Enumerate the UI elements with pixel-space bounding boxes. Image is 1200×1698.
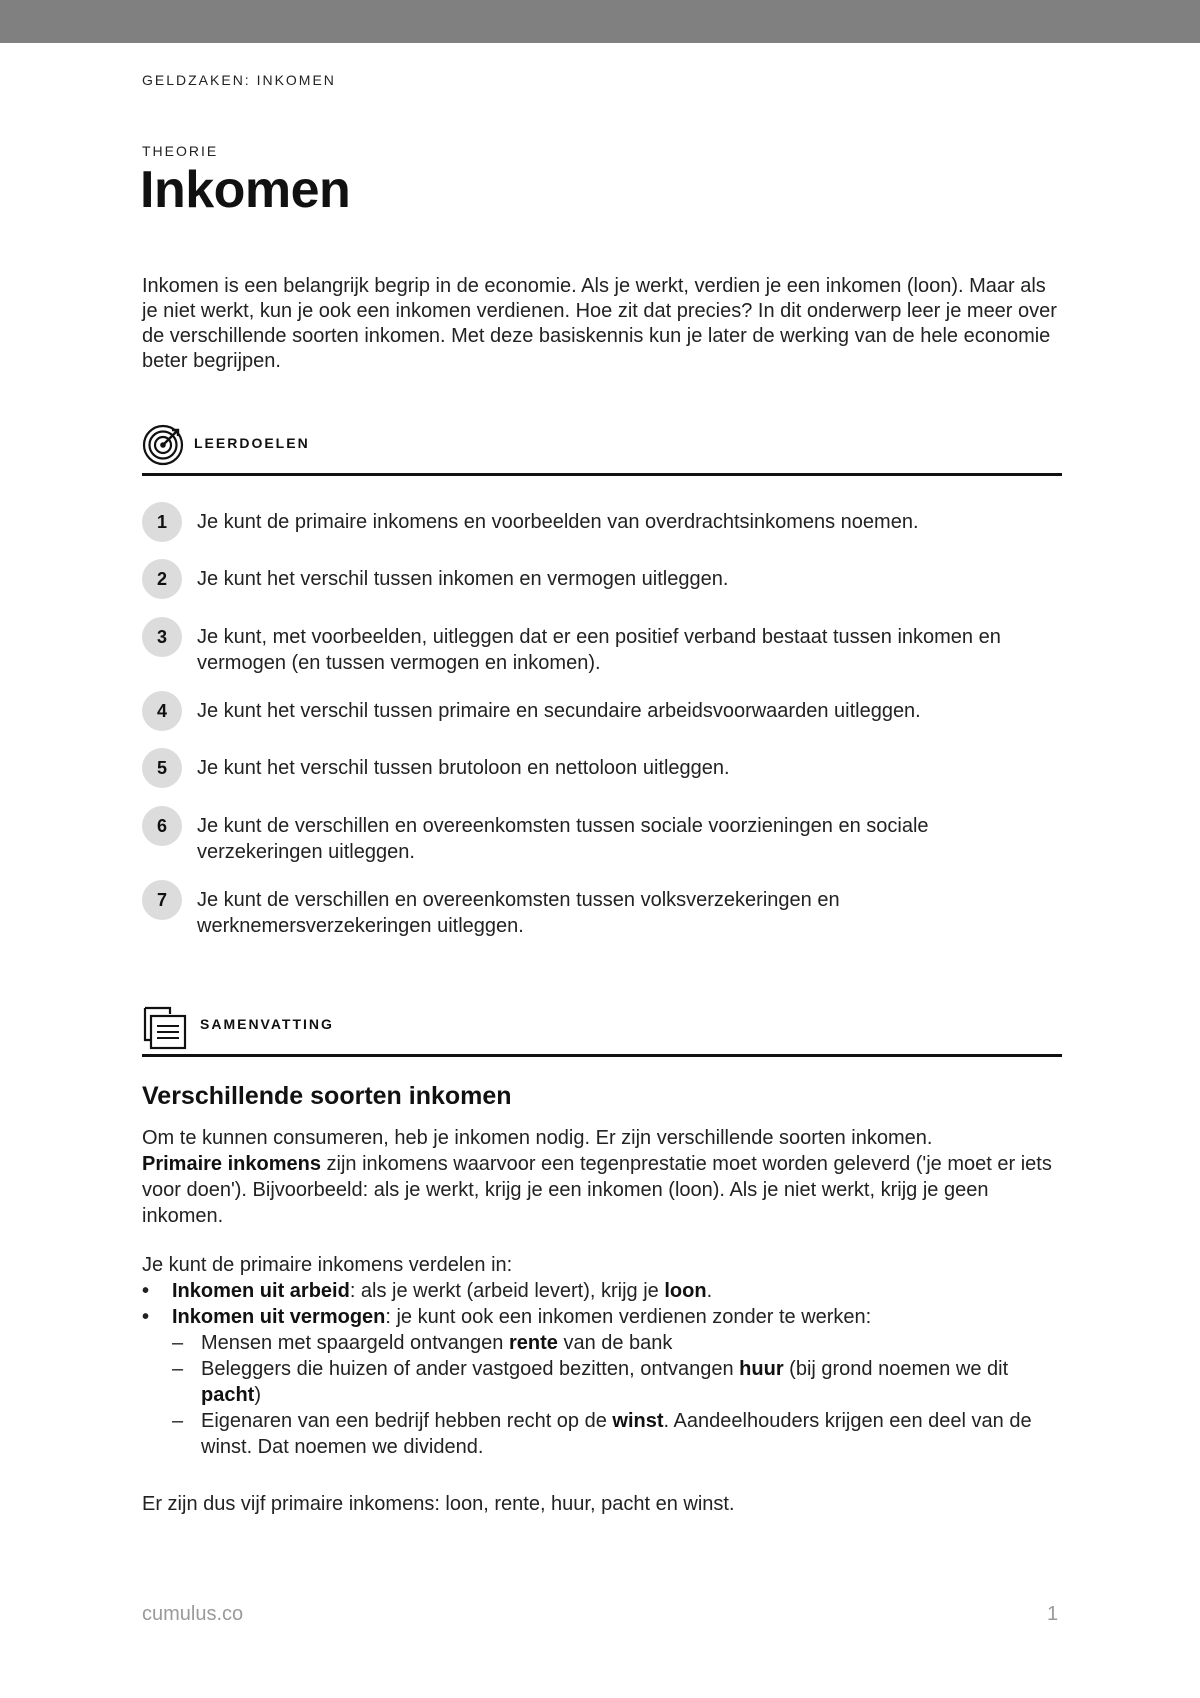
goal-text: Je kunt de verschillen en overeenkomsten tussen volksverzekeringen en werknemersverzekeringen uitleggen. bbox=[197, 889, 840, 937]
top-bar bbox=[0, 0, 1200, 43]
target-icon bbox=[142, 424, 184, 471]
text-span: zijn inkomens waarvoor een tegenprestatie moet worden geleverd ('je moet er iets voor doen'). Bijvoorbeeld: als je werkt, krijg je een inkomen (loon). Als je niet werkt, krijg je geen inkomen. bbox=[142, 1153, 1052, 1227]
goal-number: 4 bbox=[142, 691, 182, 731]
summary-paragraph-1 bbox=[142, 1125, 1062, 1229]
goal-text: Je kunt het verschil tussen brutoloon en nettoloon uitleggen. bbox=[197, 757, 730, 779]
text-span: van de bank bbox=[557, 1332, 673, 1354]
footer-site: cumulus.co bbox=[142, 1603, 244, 1625]
goal-number: 1 bbox=[142, 502, 182, 542]
page-number: 1 bbox=[1047, 1603, 1059, 1625]
text-span: Om te kunnen consumeren, heb je inkomen nodig. Er zijn verschillende soorten inkomen. bbox=[142, 1127, 933, 1149]
text-span: Eigenaren van een bedrijf hebben recht op de bbox=[201, 1410, 613, 1432]
sublist-item bbox=[172, 1356, 1062, 1408]
text-span: Beleggers die huizen of ander vastgoed bezitten, ontvangen bbox=[201, 1358, 740, 1380]
goal-number: 7 bbox=[142, 880, 182, 920]
income-types-list bbox=[142, 1278, 1062, 1460]
goals-header bbox=[142, 415, 1062, 476]
eyebrow-label: THEORIE bbox=[142, 143, 219, 159]
summary-header bbox=[142, 1000, 1062, 1057]
text-span: (bij grond noemen we dit bbox=[783, 1358, 1009, 1380]
section-label: GELDZAKEN: INKOMEN bbox=[142, 72, 336, 88]
text-span: : als je werkt (arbeid levert), krijg je bbox=[349, 1280, 665, 1302]
term-loon: loon bbox=[664, 1280, 707, 1302]
text-span: Mensen met spaargeld ontvangen bbox=[201, 1332, 509, 1354]
sublist-item bbox=[172, 1330, 1062, 1356]
goal-number: 6 bbox=[142, 806, 182, 846]
term-inkomen-uit-arbeid: Inkomen uit arbeid bbox=[172, 1280, 350, 1302]
goal-text: Je kunt, met voorbeelden, uitleggen dat er een positief verband bestaat tussen inkomen en vermogen (en tussen vermogen en inkomen). bbox=[197, 626, 1001, 674]
summary-label: SAMENVATTING bbox=[200, 1016, 334, 1032]
term-inkomen-uit-vermogen: Inkomen uit vermogen bbox=[172, 1306, 386, 1328]
term-rente: rente bbox=[508, 1332, 558, 1354]
text-span: . Aandeelhouders krijgen een deel van de winst. Dat noemen we dividend. bbox=[201, 1410, 1032, 1458]
document-icon bbox=[142, 1006, 188, 1055]
goal-text: Je kunt de verschillen en overeenkomsten tussen sociale voorzieningen en sociale verzekeringen uitleggen. bbox=[197, 815, 929, 863]
goal-number: 2 bbox=[142, 559, 182, 599]
sublist-item bbox=[172, 1408, 1062, 1460]
summary-heading: Verschillende soorten inkomen bbox=[142, 1082, 512, 1110]
page-title: Inkomen bbox=[140, 161, 351, 219]
goal-text: Je kunt de primaire inkomens en voorbeelden van overdrachtsinkomens noemen. bbox=[197, 511, 919, 533]
term-winst: winst bbox=[612, 1410, 664, 1432]
text-span: . bbox=[706, 1280, 713, 1302]
goal-number: 5 bbox=[142, 748, 182, 788]
intro-paragraph: Inkomen is een belangrijk begrip in de economie. Als je werkt, verdien je een inkomen (loon). Maar als je niet werkt, kun je ook een inkomen verdienen. Hoe zit dat precies? In dit onderwerp leer je meer over de verschillende soorten inkomen. Met deze basiskennis kun je later de werking van de hele economie beter begrijpen. bbox=[142, 275, 1057, 372]
term-pacht: pacht bbox=[201, 1384, 255, 1406]
text-span: ) bbox=[254, 1384, 262, 1406]
term-huur: huur bbox=[739, 1358, 784, 1380]
goals-label: LEERDOELEN bbox=[194, 435, 310, 451]
goal-text: Je kunt het verschil tussen primaire en secundaire arbeidsvoorwaarden uitleggen. bbox=[197, 700, 921, 722]
list-item bbox=[142, 1278, 1062, 1304]
summary-paragraph-2: Je kunt de primaire inkomens verdelen in: bbox=[142, 1254, 513, 1276]
goal-text: Je kunt het verschil tussen inkomen en vermogen uitleggen. bbox=[197, 568, 729, 590]
list-item bbox=[142, 1304, 1062, 1460]
term-primaire-inkomens: Primaire inkomens bbox=[142, 1153, 321, 1175]
vermogen-sublist bbox=[172, 1330, 1062, 1460]
text-span: : je kunt ook een inkomen verdienen zonder te werken: bbox=[385, 1306, 872, 1328]
summary-paragraph-3: Er zijn dus vijf primaire inkomens: loon, rente, huur, pacht en winst. bbox=[142, 1493, 735, 1515]
goal-number: 3 bbox=[142, 617, 182, 657]
